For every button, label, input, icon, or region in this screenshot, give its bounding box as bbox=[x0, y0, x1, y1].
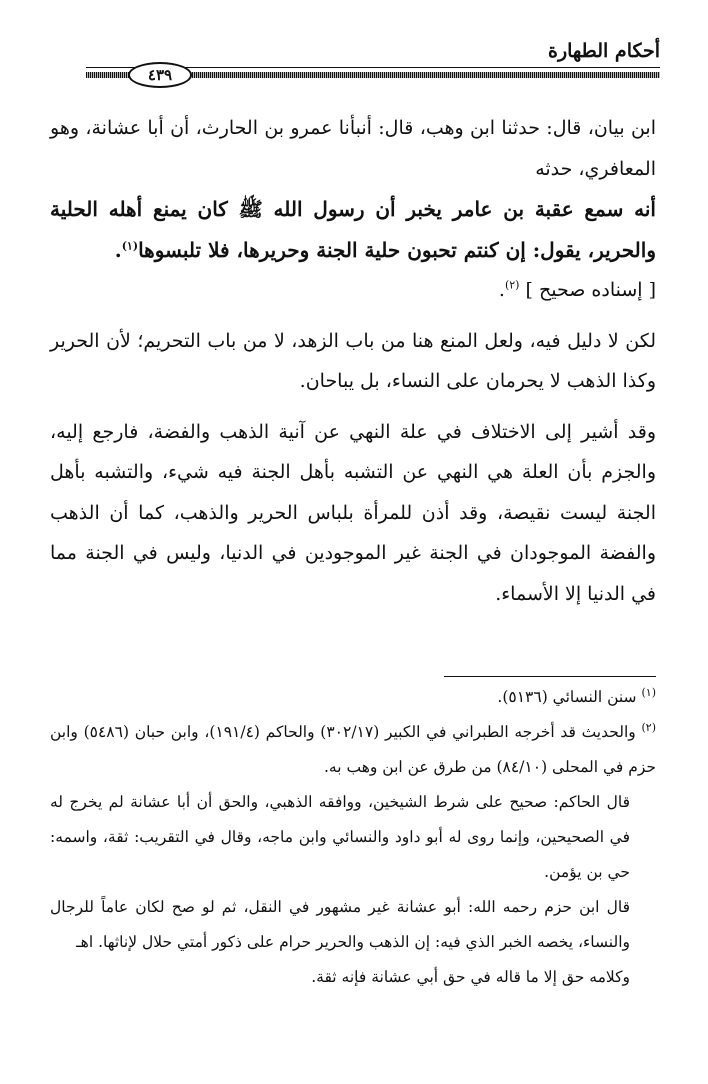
footnote-1-text: سنن النسائي (٥١٣٦). bbox=[497, 688, 637, 706]
page-number-badge bbox=[128, 62, 192, 88]
running-title: أحكام الطهارة bbox=[547, 40, 660, 62]
footnote-ibn-hazm-quote: قال ابن حزم رحمه الله: أبو عشانة غير مشهور في النقل، ثم لو صح لكان عاماً للرجال والنساء، يخصه الخبر الذي فيه: إن الذهب والحرير حرام على ذكور أمتي حلال لإناثها. اهـ bbox=[50, 898, 630, 951]
page-number: ٤٣٩ bbox=[147, 66, 173, 84]
isnad-grading bbox=[50, 270, 656, 311]
footnote-hakim-quote: قال الحاكم: صحيح على شرط الشيخين، ووافقه الذهبي، والحق أن أبا عشانة لم يخرج له في الصحيحين، وإنما روى له أبو داود والنسائي وابن ماجه، وقال في التقريب: ثقة، واسمه: حي بن يؤمن. bbox=[50, 793, 630, 881]
footnote-2-text: والحديث قد أخرجه الطبراني في الكبير (٣٠٢/١٧) والحاكم (١٩١/٤)، وابن حبان (٥٤٨٦) وابن حزم في المحلى (٨٤/١٠) من طرق عن ابن وهب به. bbox=[50, 723, 656, 776]
footnote-conclusion: وكلامه حق إلا ما قاله في حق أبي عشانة فإنه ثقة. bbox=[311, 968, 630, 986]
hadith-body: أنه سمع عقبة بن عامر يخبر أن رسول الله ﷺ كان يمنع أهله الحلية والحرير، يقول: إن كنتم تحبون حلية الجنة وحريرها، فلا تلبسوها bbox=[50, 197, 656, 262]
footnotes bbox=[50, 680, 656, 995]
hadith-end: . bbox=[114, 237, 122, 262]
footnote-1 bbox=[50, 680, 656, 715]
isnad-end: . bbox=[498, 279, 505, 301]
isnad-grading-text: [ إسناده صحيح ] bbox=[525, 279, 656, 301]
spacer bbox=[50, 402, 656, 412]
hadith-text bbox=[50, 189, 656, 270]
footnote-2 bbox=[50, 715, 656, 785]
footnote-2-mark: (٢) bbox=[641, 720, 656, 734]
spacer bbox=[50, 311, 656, 321]
footnote-ref-1: (١) bbox=[121, 238, 139, 252]
paragraph-chain-of-narration: ابن بيان، قال: حدثنا ابن وهب، قال: أنبأنا عمرو بن الحارث، أن أبا عشانة، وهو المعافري، حدثه bbox=[50, 117, 656, 180]
main-text bbox=[50, 108, 656, 614]
paragraph-discussion: لكن لا دليل فيه، ولعل المنع هنا من باب الزهد، لا من باب التحريم؛ لأن الحرير وكذا الذهب لا يحرمان على النساء، بل يباحان. bbox=[50, 329, 656, 392]
paragraph-reasoning: وقد أشير إلى الاختلاف في علة النهي عن آنية الذهب والفضة، فارجع إليه، والجزم بأن العلة هي النهي عن التشبه بأهل الجنة فيه شيء، والتشبه بأهل الجنة ليست نقيصة، وقد أذن للمرأة بلباس الحرير والذهب، كما أن الذهب والفضة الموجودان في الجنة غير الموجودين في الدنيا، وليس في الجنة مما في الدنيا إلا الأسماء. bbox=[50, 420, 656, 605]
footnote-separator bbox=[444, 676, 656, 677]
footnote-1-mark: (١) bbox=[641, 685, 656, 699]
footnote-ref-2: (٢) bbox=[504, 278, 520, 292]
